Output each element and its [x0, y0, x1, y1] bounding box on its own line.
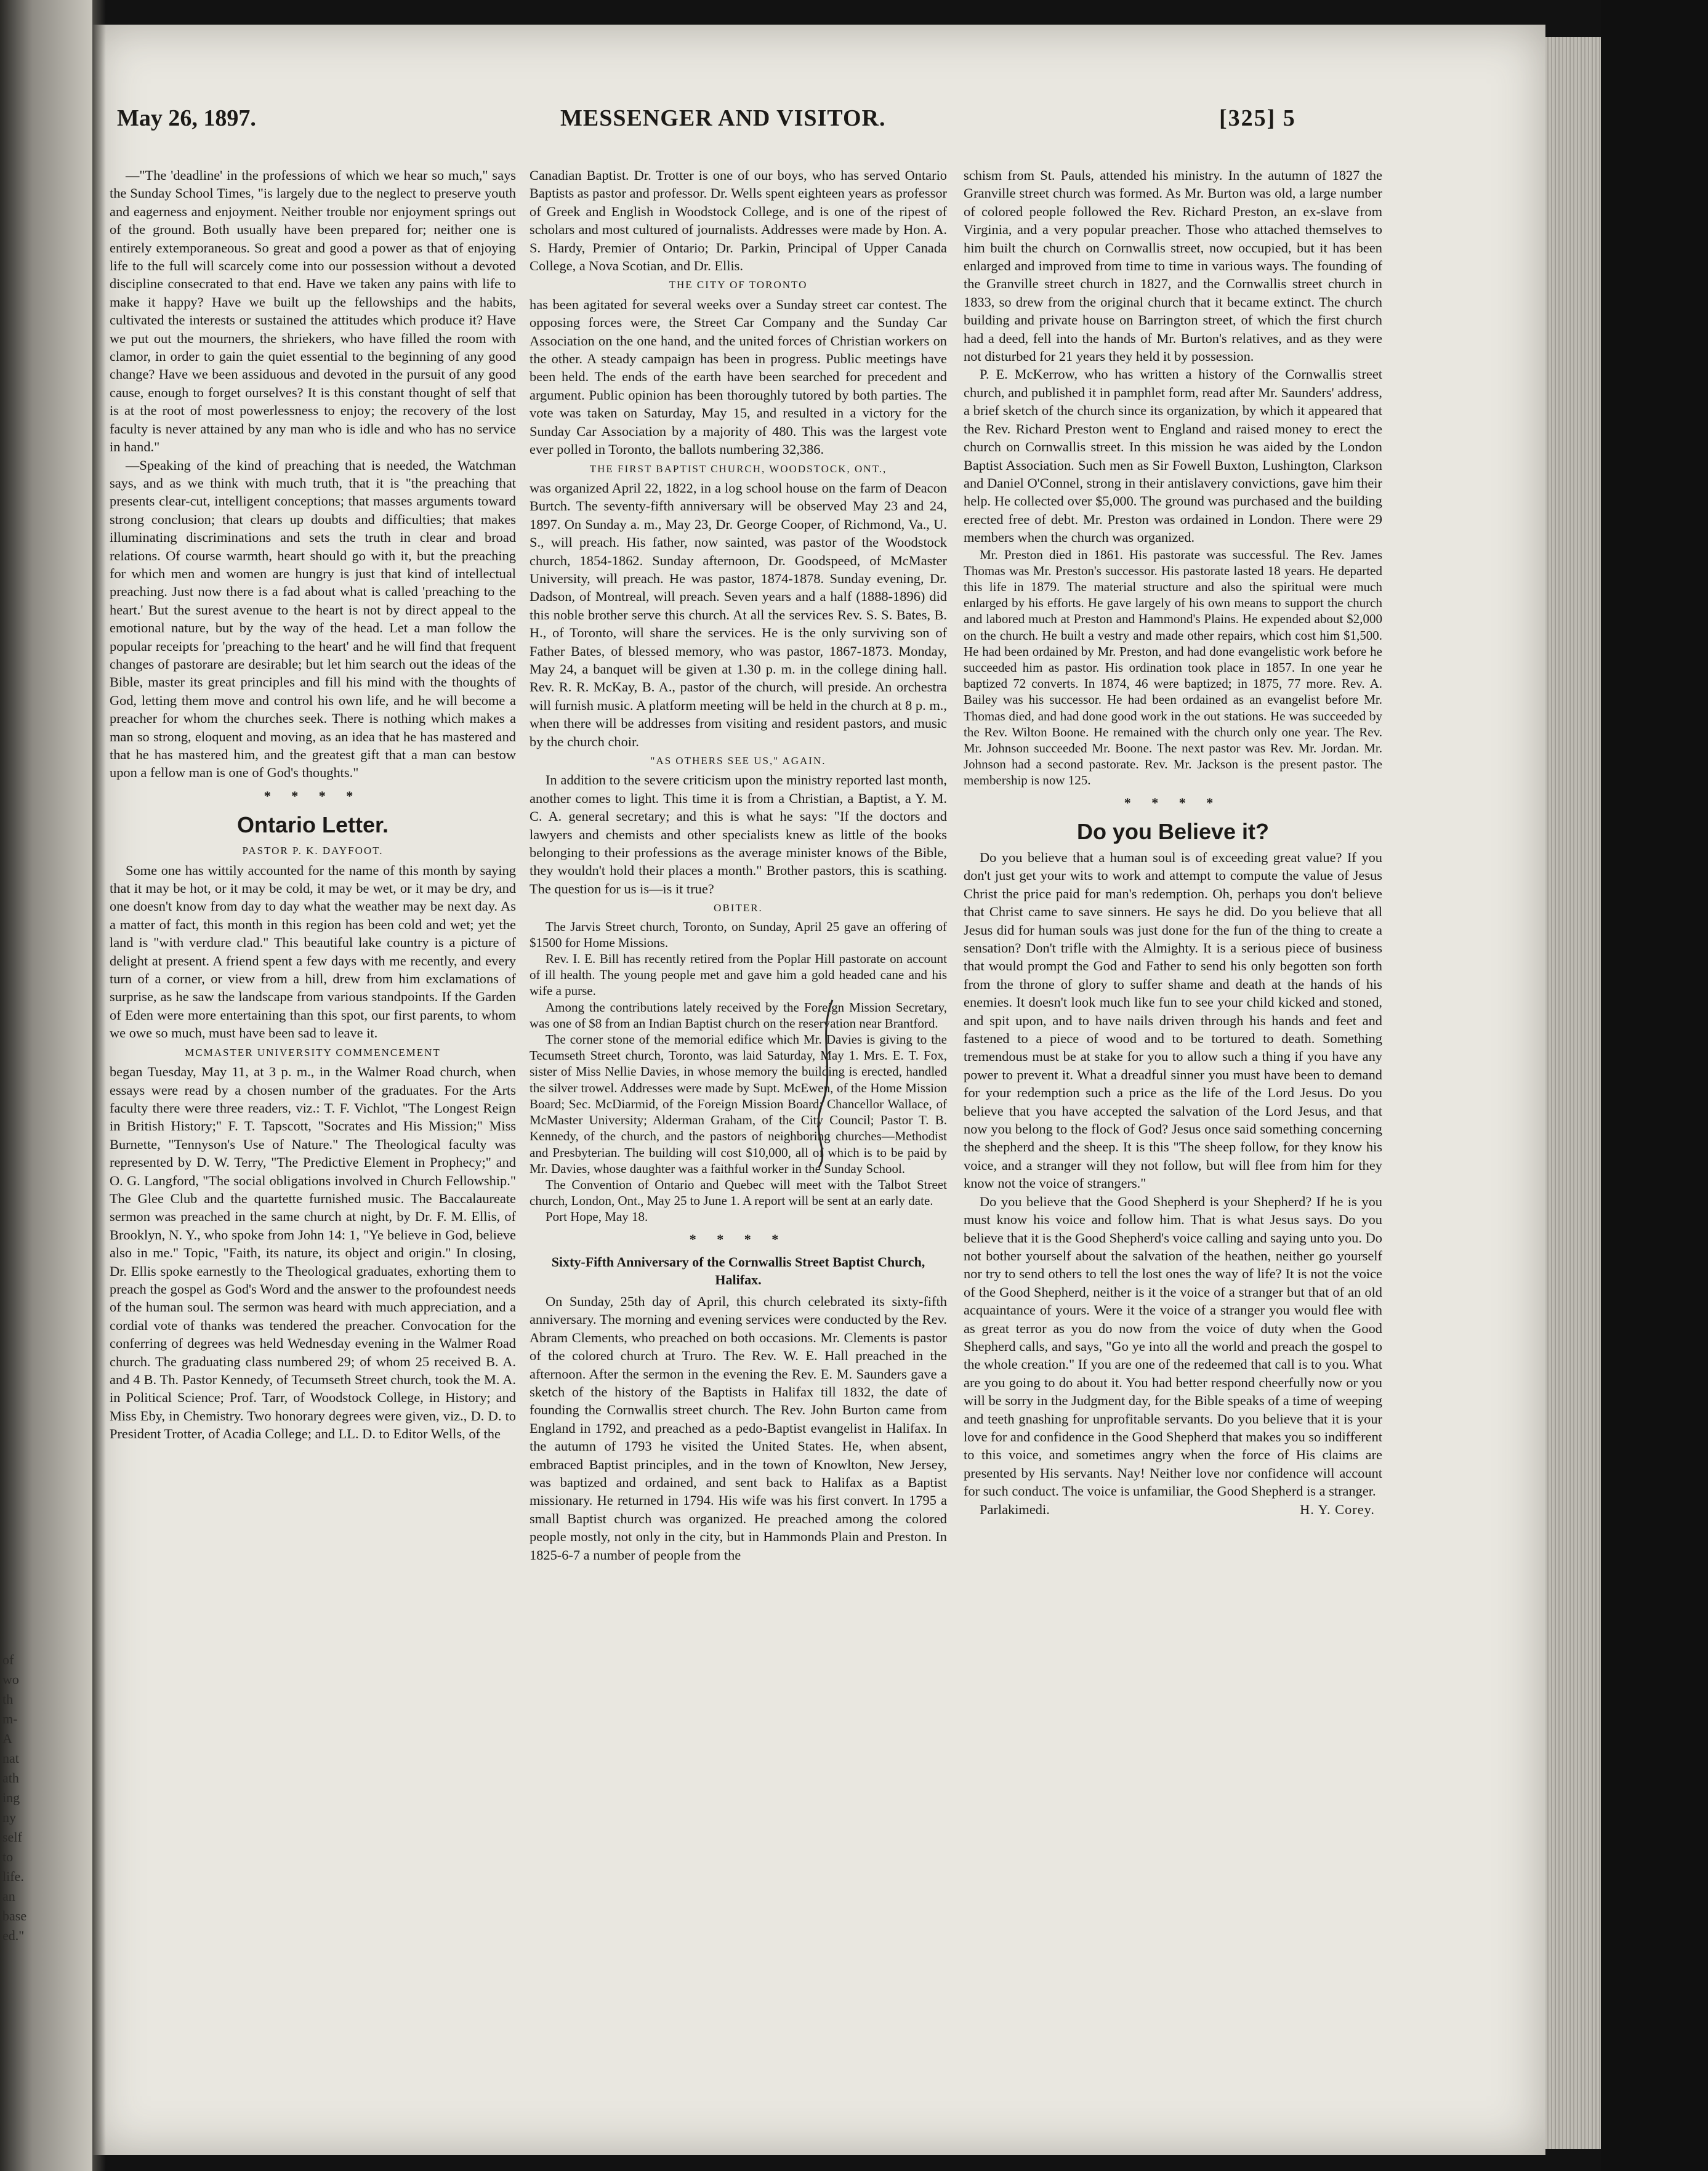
article-heading: Sixty-Fifth Anniversary of the Cornwallis Street Baptist Church, Halifax. [551, 1254, 925, 1287]
subheading: MCMASTER UNIVERSITY COMMENCEMENT [185, 1046, 441, 1058]
column-1 [110, 166, 516, 2060]
pencil-mark [814, 997, 841, 1170]
section-divider: * * * * [1124, 794, 1222, 810]
masthead: MESSENGER AND VISITOR. [560, 105, 886, 131]
page-number: [325] 5 [1219, 105, 1296, 131]
paragraph: The Convention of Ontario and Quebec will meet with the Talbot Street church, London, Ont., May 25 to June 1. A report will be sent at an early date. [530, 1177, 947, 1209]
fragment: ath [2, 1770, 19, 1786]
article-title: Ontario Letter. [236, 812, 389, 838]
paragraph: began Tuesday, May 11, at 3 p. m., in the Walmer Road church, when essays were read by a chosen number of the graduates. For the Arts faculty there were three readers, viz.: T. F. Vichlot, "The Longest Reign in British History;" F. T. Tapscott, "Socrates and His Mission;" Miss Burnette, "Tennyson's Use of Nature." The Theological faculty was represented by D. W. Terry, "The Predictive Element in Prophecy;" and O. G. Langford, "The social obligations involved in Church Fellowship." The Glee Club and the quartette furnished music. The Baccalaureate sermon was preached in the same church at night, by Dr. F. M. Ellis, of Brooklyn, N. Y., who spoke from John 14: 1, "Ye believe in God, believe also in me." Topic, "Faith, its nature, its object and origin." In closing, Dr. Ellis spoke earnestly to the Theological graduates, exhorting them to preach the gospel as God's Word and the answer to the profoundest needs of the human soul. The sermon was heard with much appreciation, and a cordial vote of thanks was tendered the preacher. Convocation for the conferring of degrees was held Wednesday evening in the Walmer Road church. The graduating class numbered 29; of whom 25 received B. A. and 4 B. Th. Pastor Kennedy, of Tecumseth Street church, took the M. A. in Political Science; Prof. Tarr, of Woodstock College, in History; and Miss Eby, in Chemistry. Two honorary degrees were given, viz., D. D. to President Trotter, of Acadia College; and LL. D. to Editor Wells, of the [110, 1064, 516, 1442]
paragraph: has been agitated for several weeks over a Sunday street car contest. The opposing forces were, the Street Car Company and the Sunday Car Association on the one hand, and the united forces of Christian workers on the other. A steady campaign has been in progress. Public meetings have been held. The ends of the earth have been searched for precedent and argument. Public opinion has been thoroughly tutored by both parties. The vote was taken on Saturday, May 15, and resulted in a victory for the Sunday Car Association by a majority of 480. This was the largest vote ever polled in Toronto, the ballots numbering 32,386. [530, 296, 947, 457]
paragraph: On Sunday, 25th day of April, this church celebrated its sixty-fifth anniversary. The morning and evening services were conducted by the Rev. Abram Clements, who preached on both occasions. Mr. Clements is pastor of the colored church at Truro. The Rev. W. E. Hall preached in the afternoon. After the sermon in the evening the Rev. E. M. Saunders gave a sketch of the history of the Baptists in Halifax till 1832, the date of founding the Cornwallis street church. The Rev. John Burton came from England in 1792, and preached as a pedo-Baptist evangelist in Halifax. In the autumn of 1793 he visited the United States. He, when absent, embraced Baptist principles, and in the town of Knowlton, New Jersey, was baptized and ordained, and sent back to Halifax as a Baptist missionary. He returned in 1794. His wife was his first convert. In 1795 a small Baptist church was organized. He preached among the colored people mostly, not only in the city, but in Hammonds Plain and Preston. In 1825-6-7 a number of people from the [530, 1293, 947, 1563]
fragment: ed." [2, 1928, 25, 1943]
paragraph: —Speaking of the kind of preaching that is needed, the Watchman says, and as we think with much truth, that it is "the preaching that presents clear-cut, intelligent conceptions; that masses arguments toward strong conclusion; that clears up doubts and difficulties; that makes illuminating discriminations and sets the truth in clear and broad relations. Of course warmth, heart should go with it, but the preaching for which men and women are hungry is just that kind of intellectual preaching. Just now there is a fad about what is called 'preaching to the heart.' But the surest avenue to the heart is not by direct appeal to the emotional nature, but by the way of the head. Let a man follow the popular receipts for 'preaching to the heart' and he will find that frequent changes of pastorare are desirable; but let him search out the ideas of the Bible, master its great principles and fill his mind with the thoughts of God, letting them move and control his own life, and he will become a preacher for whom the churches seek. There is nothing which makes a man so strong, eloquent and moving, as an idea that he has mastered and that he has mastered him, and the greatest gift that a man can bestow upon a fellow man is one of God's thoughts." [110, 457, 516, 781]
column-2 [530, 166, 947, 2060]
book-edge-shadow [1601, 0, 1708, 2171]
paragraph: Some one has wittily accounted for the name of this month by saying that it may be hot, or it may be cold, it may be wet, or it may be dry, and one doesn't know from day to day what the weather may be next day. As a matter of fact, this month in this region has been cold and wet; yet the land is "with verdure clad." This beautiful lake country is a picture of delight at present. A friend spent a few days with me recently, and every turn of a corner, or view from a hill, drew from him exclamations of surprise, as he saw the landscape from various standpoints. If the Garden of Eden were more entertaining than this spot, our first parents, to whom we owe so much, must have been sad to leave it. [110, 862, 516, 1041]
page-header [111, 105, 1404, 142]
section-divider: * * * * [264, 787, 362, 804]
binding-gutter [92, 0, 106, 2171]
signoff [964, 1500, 1382, 1518]
subheading: "AS OTHERS SEE US," AGAIN. [650, 755, 826, 767]
fragment: m- [2, 1711, 18, 1726]
paragraph: Among the contributions lately received by the Foreign Mission Secretary, was one of $8 from an Indian Baptist church on the reservation near Brantford. [530, 999, 947, 1031]
paragraph: The Jarvis Street church, Toronto, on Sunday, April 25 gave an offering of $1500 for Home Missions. [530, 919, 947, 950]
signoff-place: Parlakimedi. [980, 1501, 1050, 1517]
fragment: ny [2, 1810, 16, 1825]
fragment: wo [2, 1672, 19, 1687]
paragraph: The corner stone of the memorial edifice which Mr. Davies is giving to the Tecumseth Street church, Toronto, was laid Saturday, May 1. Mrs. E. T. Fox, sister of Miss Nellie Davies, in whose memory the building is erected, handled the silver trowel. Addresses were made by Supt. McEwen, of the Home Mission Board; Sec. McDiarmid, of the Foreign Mission Board; Chancellor Wallace, of McMaster University; Alderman Graham, of the City Council; Pastor T. B. Kennedy, of the church, and the pastors of neighboring churches—Methodist and Presbyterian. The building will cost $10,000, all of which is to be paid by Mr. Davies, whose daughter was a faithful worker in the Sunday School. [530, 1032, 947, 1176]
paragraph: P. E. McKerrow, who has written a history of the Cornwallis street church, and published it in pamphlet form, read after Mr. Saunders' address, a brief sketch of the church since its organization, by which it appeared that the Rev. Richard Preston went to England and raised money to erect the church on Cornwallis street. In this mission he was aided by the London Baptist Association. Such men as Sir Fowell Buxton, Lushington, Clarkson and Daniel O'Connel, strong in their antislavery convictions, gave him their help. He collected over $5,000. The ground was purchased and the building erected free of debt. Mr. Preston was ordained in London. There were 29 members when the church was organized. [964, 366, 1382, 546]
paragraph: schism from St. Pauls, attended his ministry. In the autumn of 1827 the Granville street church was formed. As Mr. Burton was old, a large number of colored people followed the Rev. Richard Preston, an ex-slave from Virginia, and a very popular preacher. Those who attached themselves to him built the church on Cornwallis street, now occupied, but it has been enlarged and improved from time to time in various ways. The founding of the Granville street church in 1827, and the Cornwallis street church in 1833, so drew from the original church that it became extinct. The church building and private house on Barrington street, of which the first church had a deed, fell into the hands of Mr. Burton's relatives, and as they were not disturbed for 21 years they held it by possession. [964, 167, 1382, 365]
article-title: Do you Believe it? [1076, 818, 1270, 844]
paragraph: was organized April 22, 1822, in a log school house on the farm of Deacon Burtch. The seventy-fifth anniversary will be observed May 23 and 24, 1897. On Sunday a. m., May 23, Dr. George Cooper, of Richmond, Va., U. S., will preach. His father, now sainted, was pastor of the Woodstock church, 1854-1862. Sunday afternoon, Dr. Goodspeed, of McMaster University, will preach. He was pastor, 1874-1878. Sunday evening, Dr. Dadson, of Montreal, will preach. Seven years and a half (1888-1896) did this noble brother serve this church. At all the services Rev. S. S. Bates, B. H., of Toronto, will share the services. He is the only surviving son of Father Bates, of blessed memory, who was pastor, 1867-1873. Monday, May 24, a banquet will be given at 1.30 p. m. in the college dining hall. Rev. R. R. McKay, B. A., pastor of the church, will preside. An orchestra will furnish music. A platform meeting will be held in the church at 8 p. m., when there will be addresses from visiting and resident pastors, and music by the church choir. [530, 480, 947, 749]
previous-page-fragments [2, 1650, 46, 1946]
paragraph: Mr. Preston died in 1861. His pastorate was successful. The Rev. James Thomas was Mr. Preston's successor. His pastorate lasted 18 years. He departed this life in 1879. The material structure and also the spiritual were much enlarged by his efforts. He gave largely of his own means to support the church and labored much at Preston and Hammond's Plains. He expended about $2,000 on the church. He built a vestry and made other repairs, which cost him $1,500. He had been ordained by Mr. Preston, and had done evangelistic work before he succeeded him as pastor. His ordination took place in 1857. In one year he baptized 72 converts. In 1874, 46 were baptized; in 1875, 77 more. Rev. A. Bailey was his successor. He had been ordained as an evangelist before Mr. Thomas died, and had done good work in the out stations. He was succeeded by the Rev. Wilton Boone. He remained with the church only one year. The Rev. Mr. Johnson succeeded Mr. Boone. The next pastor was Rev. Mr. Jordan. Mr. Johnson had a second pastorate. Rev. Mr. Jackson is the present pastor. The membership is now 125. [964, 547, 1382, 788]
paragraph: Rev. I. E. Bill has recently retired from the Poplar Hill pastorate on account of ill health. The young people met and gave him a gold headed cane and his wife a purse. [530, 951, 947, 999]
fragment: ing [2, 1790, 20, 1805]
subheading: THE CITY OF TORONTO [669, 279, 808, 291]
fragment: of [2, 1652, 14, 1667]
section-divider: * * * * [689, 1231, 788, 1247]
fragment: self [2, 1829, 22, 1845]
fragment: A [2, 1731, 12, 1746]
page-stack-edge [1545, 37, 1601, 2149]
fragment: th [2, 1691, 14, 1707]
issue-date: May 26, 1897. [117, 105, 256, 131]
fragment: life. [2, 1869, 24, 1884]
fragment: base [2, 1908, 27, 1923]
paragraph: Do you believe that the Good Shepherd is your Shepherd? If he is you must know his voice and follow him. That is what Jesus says. Do you believe that it is the Good Shepherd's voice calling and saying unto you. Do not bother yourself about the salvation of the heathen, neither go yourself nor try to send others to tell the lost ones the way of life? It is not the voice of the Good Shepherd, neither is it the voice of a stranger but that of an old acquaintance of yours. Were it the voice of a stranger you would flee with as great terror as you do now from the voice of duty when the Good Shepherd calls, and says, "Go ye into all the world and preach the gospel to the whole creation." If you are one of the redeemed that call is to you. What are you going to do about it. You had better respond cheerfully now or you will be sorry in the Judgment day, for the Bible speaks of a time of weeping and teeth gnashing for unprofitable servants. Do you believe that it is your love for and confidence in the Good Shepherd that makes you so indifferent to this voice, and sometimes angry when the force of His claims are presented by His servants. Nay! Neither love nor confidence will account for such conduct. The voice is unfamiliar, the Good Shepherd is a stranger. [964, 1193, 1382, 1499]
column-3 [964, 166, 1382, 2060]
fragment: an [2, 1888, 15, 1904]
subheading: THE FIRST BAPTIST CHURCH, WOODSTOCK, ONT., [589, 462, 887, 475]
paragraph: —"The 'deadline' in the professions of which we hear so much," says the Sunday School Times, "is largely due to the neglect to preserve youth and eagerness and enjoyment. Neither trouble nor enjoyment springs out of the ground. Both usually have been prepared for; neither one is entirely extemporaneous. So great and good a power as that of enjoying life to the full will scarcely come into our possession without a devoted discipline consecrated to that end. Have we taken any pains with life to make it happy? Have we built up the fellowships and the habits, cultivated the interests or sustained the attitudes which produce it? Have we put out the mourners, the shriekers, who have filled the room with clamor, in order to gain the quiet essential to the beginning of any good change? Have we been assiduous and devoted in the pursuit of any good cause, enough to forget ourselves? It is this constant thought of self that is at the root of most powerlessness to enjoy; the recovery of the lost faculty is never attained by any man who is idle and who has no service in hand." [110, 167, 516, 455]
fragment: nat [2, 1750, 19, 1766]
signoff-author: H. Y. Corey. [1300, 1501, 1375, 1517]
subheading: OBITER. [714, 902, 763, 914]
fragment: to [2, 1849, 14, 1864]
byline: PASTOR P. K. DAYFOOT. [242, 845, 384, 857]
paragraph: Do you believe that a human soul is of exceeding great value? If you don't just get your wits to work and attempt to compute the value of Jesus Christ the price paid for man's redemption. Oh, perhaps you don't believe that Christ came to save sinners. He says he did. Do you believe that all Jesus did for human souls was just done for the fun of the thing to create a sensation? Don't trifle with the Almighty. It is a serious piece of business that would prompt the God and Father to send his only begotten son forth from the throne of glory to suffer shame and death at the hands of his enemies. It doesn't look much like fun to see your child kicked and stoned, and spit upon, and to have nails driven through his hands and feet and fastened to a piece of wood and to be tortured to death. Something tremendous must be at stake for you to allow such a thing if you have any power to prevent it. What a dreadful sinner you must have been to demand for your redemption such a price as the life of the Lord Jesus. Do you believe that you have accepted the salvation of the Lord Jesus, and that now you belong to the flock of God? Jesus once said something concerning the shepherd and the sheep. It is this "The sheep follow, for they know his voice, and a stranger will they not follow, but will flee from him for they know not the voice of strangers." [964, 849, 1382, 1191]
paragraph: Canadian Baptist. Dr. Trotter is one of our boys, who has served Ontario Baptists as pastor and professor. Dr. Wells spent eighteen years as professor of Greek and English in Woodstock College, and is one of the ripest of scholars and most cultured of journalists. Addresses were made by Hon. A. S. Hardy, Premier of Ontario; Dr. Parkin, Principal of Upper Canada College, a Nova Scotian, and Dr. Ellis. [530, 167, 947, 274]
dateline: Port Hope, May 18. [546, 1209, 648, 1225]
paragraph: In addition to the severe criticism upon the ministry reported last month, another comes to light. This time it is from a Christian, a Baptist, a Y. M. C. A. general secretary; and this is what he says: "If the doctors and lawyers and chemists and other specialists knew as little of the books belonging to their professions as the average minister knows of the Bible, they wouldn't hold their places a month." Brother pastors, this is scathing. The question for us is—is it true? [530, 772, 947, 896]
